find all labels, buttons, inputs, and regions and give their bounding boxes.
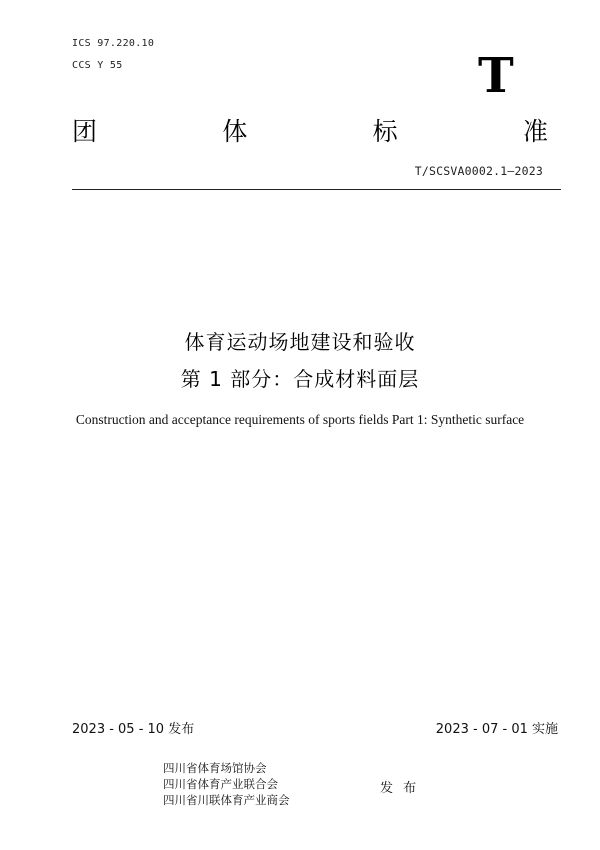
header-divider (72, 189, 561, 190)
ics-code: ICS 97.220.10 (72, 38, 155, 49)
document-type-char: 准 (522, 117, 548, 146)
publisher-name: 四川省体育产业联合会 (163, 777, 278, 791)
title-english: Construction and acceptance requirements of sports fields Part 1: Synthetic surface (75, 412, 525, 427)
implementation-date: 2023 - 07 - 01 实施 (435, 722, 558, 737)
document-type-char: 体 (222, 117, 248, 146)
title-chinese-line-2: 第 1 部分：合成材料面层 (180, 367, 420, 391)
category-letter: T (478, 48, 514, 104)
ccs-code: CCS Y 55 (72, 60, 123, 71)
document-type-char: 标 (372, 117, 398, 146)
publisher-name: 四川省川联体育产业商会 (163, 793, 290, 807)
standard-number: T/SCSVA0002.1—2023 (414, 164, 543, 178)
publish-label: 发 布 (380, 781, 420, 796)
publisher-list (163, 760, 290, 808)
publisher-name: 四川省体育场馆协会 (163, 761, 267, 775)
title-chinese-line-1: 体育运动场地建设和验收 (184, 330, 416, 354)
document-type-char: 团 (72, 117, 98, 146)
document-type (72, 118, 548, 146)
issue-date: 2023 - 05 - 10 发布 (72, 722, 195, 737)
